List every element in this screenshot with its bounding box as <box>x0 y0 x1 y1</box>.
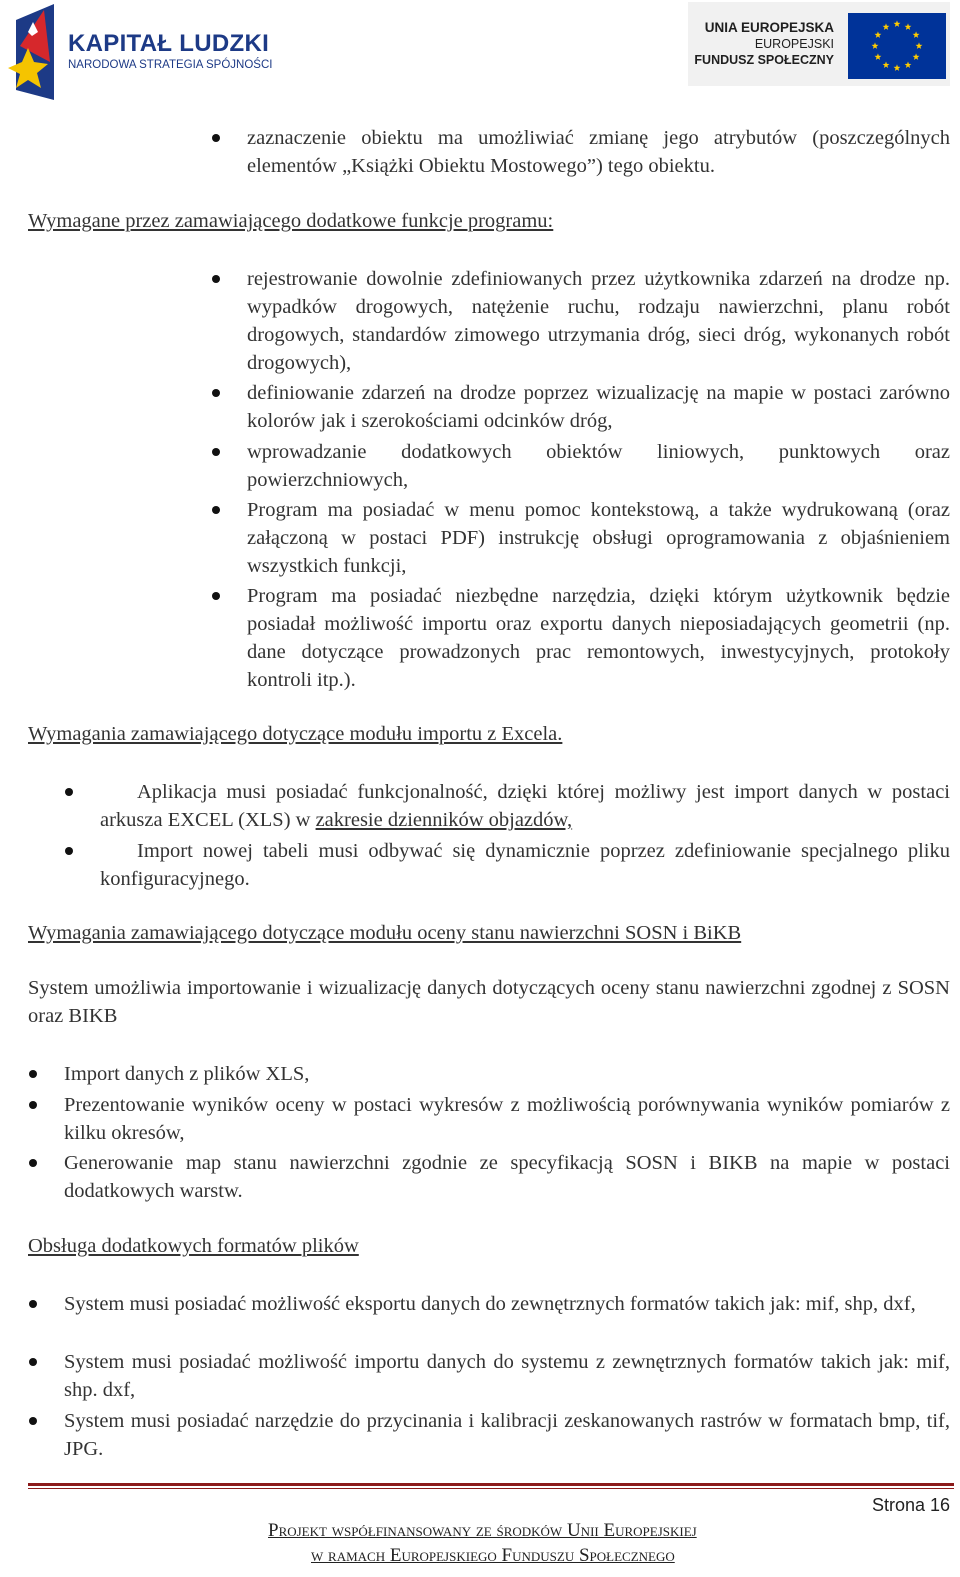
eu-logo-line2: EUROPEJSKI <box>754 37 834 51</box>
bullet <box>212 448 220 456</box>
footer-divider <box>28 1483 954 1486</box>
bullet <box>212 592 220 600</box>
list-item: Import danych z plików XLS, <box>64 1063 310 1085</box>
eu-logo-line3: FUNDUSZ SPOŁECZNY <box>694 53 834 67</box>
list-item: Import nowej tabeli musi odbywać się dynamicznie poprzez zdefiniowanie specjalnego pliku konfiguracyjnego. <box>100 840 950 890</box>
list-item: Generowanie map stanu nawierzchni zgodnie ze specyfikacją SOSN i BIKB na mapie w postaci dodatkowych warstw. <box>64 1152 950 1202</box>
bullet <box>65 847 73 855</box>
list-item: Program ma posiadać niezbędne narzędzia, dzięki którym użytkownik będzie posiadał możliwość importu oraz exportu danych nieposiadających geometrii (np. dane dotyczące prowadzonych prac remontowych, inwestycyjnych, protokoły kontroli itp.). <box>247 585 950 691</box>
page-header <box>0 0 960 110</box>
bullet <box>65 788 73 796</box>
kapital-ludzki-emblem-icon <box>6 2 62 102</box>
list-item: Prezentowanie wyników oceny w postaci wykresów z możliwością porównywania wyników pomiarów z kilku okresów, <box>64 1094 950 1144</box>
bullet <box>212 275 220 283</box>
list-item: zaznaczenie obiektu ma umożliwiać zmianę jego atrybutów (poszczególnych elementów „Książki Obiektu Mostowego”) tego obiektu. <box>247 127 950 177</box>
list-item: System musi posiadać możliwość importu danych do systemu z zewnętrznych formatów takich jak: mif, shp. dxf, <box>64 1351 950 1401</box>
list-item: Program ma posiadać w menu pomoc kontekstową, a także wydrukowaną (oraz załączoną w postaci PDF) instrukcję obsługi oprogramowania z objaśnieniem wszystkich funkcji, <box>247 499 950 577</box>
section-heading: Wymagania zamawiającego dotyczące modułu oceny stanu nawierzchni SOSN i BiKB <box>28 922 742 944</box>
logo-title: KAPITAŁ LUDZKI <box>68 30 270 57</box>
section-heading: Wymagane przez zamawiającego dodatkowe funkcje programu: <box>28 210 554 232</box>
bullet <box>212 134 220 142</box>
bullet <box>29 1101 37 1109</box>
page-number: Strona 16 <box>871 1495 950 1515</box>
list-item: System musi posiadać możliwość eksportu danych do zewnętrznych formatów takich jak: mif, shp, dxf, <box>64 1293 916 1315</box>
list-item: System musi posiadać narzędzie do przycinania i kalibracji zeskanowanych rastrów w formatach bmp, tif, JPG. <box>64 1410 950 1460</box>
paragraph: System umożliwia importowanie i wizualizację danych dotyczących oceny stanu nawierzchni zgodnej z SOSN oraz BIKB <box>28 977 950 1027</box>
eu-logo-line1: UNIA EUROPEJSKA <box>704 20 834 35</box>
list-item: wprowadzanie dodatkowych obiektów liniowych, punktowych oraz powierzchniowych, <box>247 441 950 491</box>
eu-flag-icon <box>848 13 946 79</box>
bullet <box>29 1159 37 1167</box>
underlined-text: zakresie dzienników objazdów, <box>315 809 573 831</box>
bullet <box>212 506 220 514</box>
bullet <box>29 1417 37 1425</box>
eu-logo-text <box>694 20 834 68</box>
eu-logo <box>688 2 950 86</box>
bullet <box>29 1070 37 1078</box>
bullet <box>212 389 220 397</box>
section-heading: Obsługa dodatkowych formatów plików <box>28 1235 359 1257</box>
kapital-ludzki-logo <box>6 2 273 102</box>
list-item: rejestrowanie dowolnie zdefiniowanych przez użytkownika zdarzeń na drodze np. wypadków drogowych, natężenie ruchu, rodzaju nawierzchni, planu robót drogowych, standardów zimowego utrzymania dróg, sieci dróg, wykonanych robót drogowych), <box>247 268 950 374</box>
bullet <box>29 1358 37 1366</box>
footer-line-1: Projekt współfinansowany ze środków Unii Europejskiej <box>268 1520 697 1541</box>
footer-divider-thin <box>28 1488 954 1489</box>
bullet <box>29 1300 37 1308</box>
footer-line-2: w ramach Europejskiego Funduszu Społecznego <box>311 1545 675 1566</box>
list-item: Aplikacja musi posiadać funkcjonalność, dzięki której możliwy jest import danych w postaci arkusza EXCEL (XLS) w zakresie dzienników objazdów, <box>100 781 950 831</box>
section-heading: Wymagania zamawiającego dotyczące modułu importu z Excela. <box>28 723 563 745</box>
logo-subtitle: NARODOWA STRATEGIA SPÓJNOŚCI <box>68 59 273 71</box>
list-item: definiowanie zdarzeń na drodze poprzez wizualizację na mapie w postaci zarówno kolorów jak i szerokościami odcinków dróg, <box>247 382 950 432</box>
